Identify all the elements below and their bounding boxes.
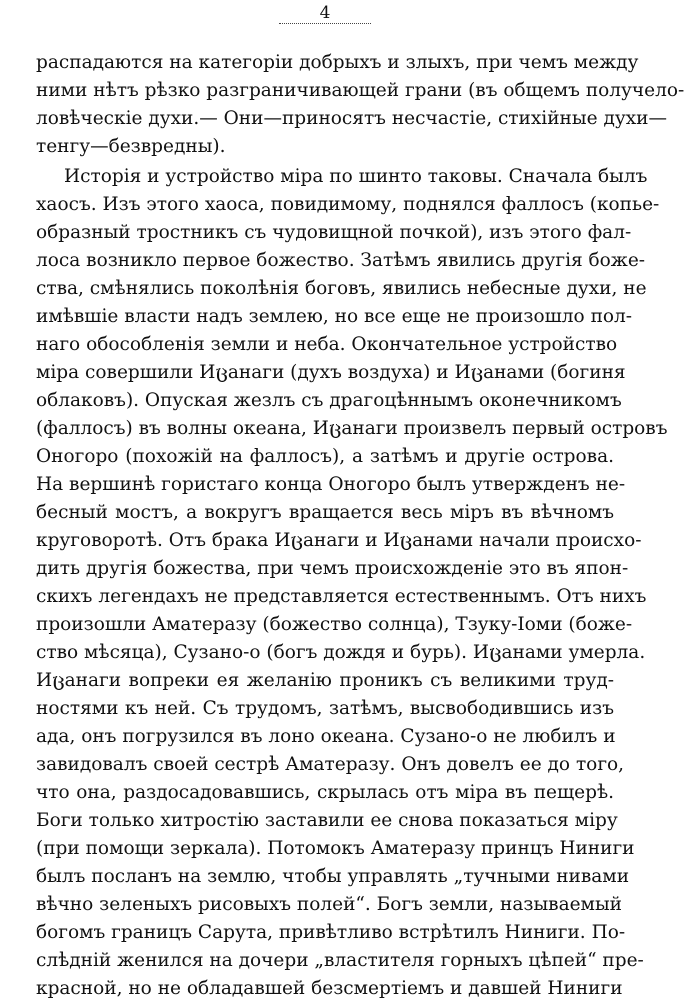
text-line: тенгу—безвредны). xyxy=(36,136,226,157)
text-line: распадаются на категоріи добрыхъ и злыхъ, при чемъ между xyxy=(36,52,639,73)
text-line: слѣдній женился на дочери „властителя горныхъ цѣпей“ пре- xyxy=(36,950,644,971)
text-line: завидовалъ своей сестрѣ Аматеразу. Онъ довелъ ее до того, xyxy=(36,754,625,775)
text-line: богомъ границъ Сарута, привѣтливо встрѣтилъ Ниниги. По- xyxy=(36,922,626,943)
text-line: Исторія и устройство міра по шинто таковы. Сначала былъ xyxy=(64,166,648,187)
text-line: (при помощи зеркала). Потомокъ Аматеразу принцъ Ниниги xyxy=(36,838,635,859)
text-line: дить другія божества, при чемъ происхожденіе это въ япон- xyxy=(36,558,629,579)
text-line: скихъ легендахъ не представляется естественнымъ. Отъ нихъ xyxy=(36,586,647,607)
text-line: ада, онъ погрузился въ лоно океана. Сузано-о не любилъ и xyxy=(36,726,616,747)
text-line: былъ посланъ на землю, чтобы управлять „тучными нивами xyxy=(36,866,630,887)
text-line: наго обособленія земли и неба. Окончательное устройство xyxy=(36,334,618,355)
text-line: міра совершили Иცанаги (духъ воздуха) и Иცанами (богиня xyxy=(36,362,626,383)
page-number: 4 xyxy=(319,3,331,23)
text-line: Иცанаги вопреки ея желанію проникъ съ великими труд- xyxy=(36,670,614,691)
text-line: ство мѣсяца), Сузано-о (богъ дождя и бурь). Иცанами умерла. xyxy=(36,642,646,663)
text-line: круговоротѣ. Отъ брака Иცанаги и Иცанами начали происхо- xyxy=(36,530,642,551)
text-line: лоса возникло первое божество. Затѣмъ явились другія боже- xyxy=(36,250,646,271)
text-line: (фаллосъ) въ волны океана, Иცанаги произвелъ первый островъ xyxy=(36,418,668,439)
text-line: имѣвшіе власти надъ землею, но все еще не произошло пол- xyxy=(36,306,633,327)
text-line: что она, раздосадовавшись, скрылась отъ міра въ пещерѣ. xyxy=(36,782,614,803)
text-line: На вершинѣ гористаго конца Оногоро былъ утвержденъ не- xyxy=(36,474,626,495)
text-line: произошли Аматеразу (божество солнца), Тзуку-Іоми (боже- xyxy=(36,614,633,635)
text-line: ностями къ ней. Съ трудомъ, затѣмъ, высвободившись изъ xyxy=(36,698,614,719)
text-line: Боги только хитростію заставили ее снова показаться міру xyxy=(36,810,618,831)
book-page xyxy=(36,0,684,1004)
text-line: ства, смѣнялись поколѣнія боговъ, явились небесные духи, не xyxy=(36,278,647,299)
text-line: Оногоро (похожій на фаллосъ), а затѣмъ и другіе острова. xyxy=(36,446,614,467)
text-line: красной, но не обладавшей безсмертіемъ и давшей Ниниги xyxy=(36,978,623,999)
text-line: облаковъ). Опуская жезлъ съ драгоцѣннымъ оконечникомъ xyxy=(36,390,622,411)
text-line: вѣчно зеленыхъ рисовыхъ полей“. Богъ земли, называемый xyxy=(36,894,623,915)
text-line: образный тростникъ съ чудовищной почкой), изъ этого фал- xyxy=(36,222,632,243)
text-line: ловѣческіе духи.— Они—приносятъ несчастіе, стихійные духи— xyxy=(36,108,667,129)
text-line: бесный мостъ, а вокругъ вращается весь міръ въ вѣчномъ xyxy=(36,502,614,523)
text-line: хаосъ. Изъ этого хаоса, повидимому, поднялся фаллосъ (копье- xyxy=(36,194,660,215)
header-rule xyxy=(279,23,371,24)
text-line: ними нѣтъ рѣзко разграничивающей грани (въ общемъ получело- xyxy=(36,80,684,101)
